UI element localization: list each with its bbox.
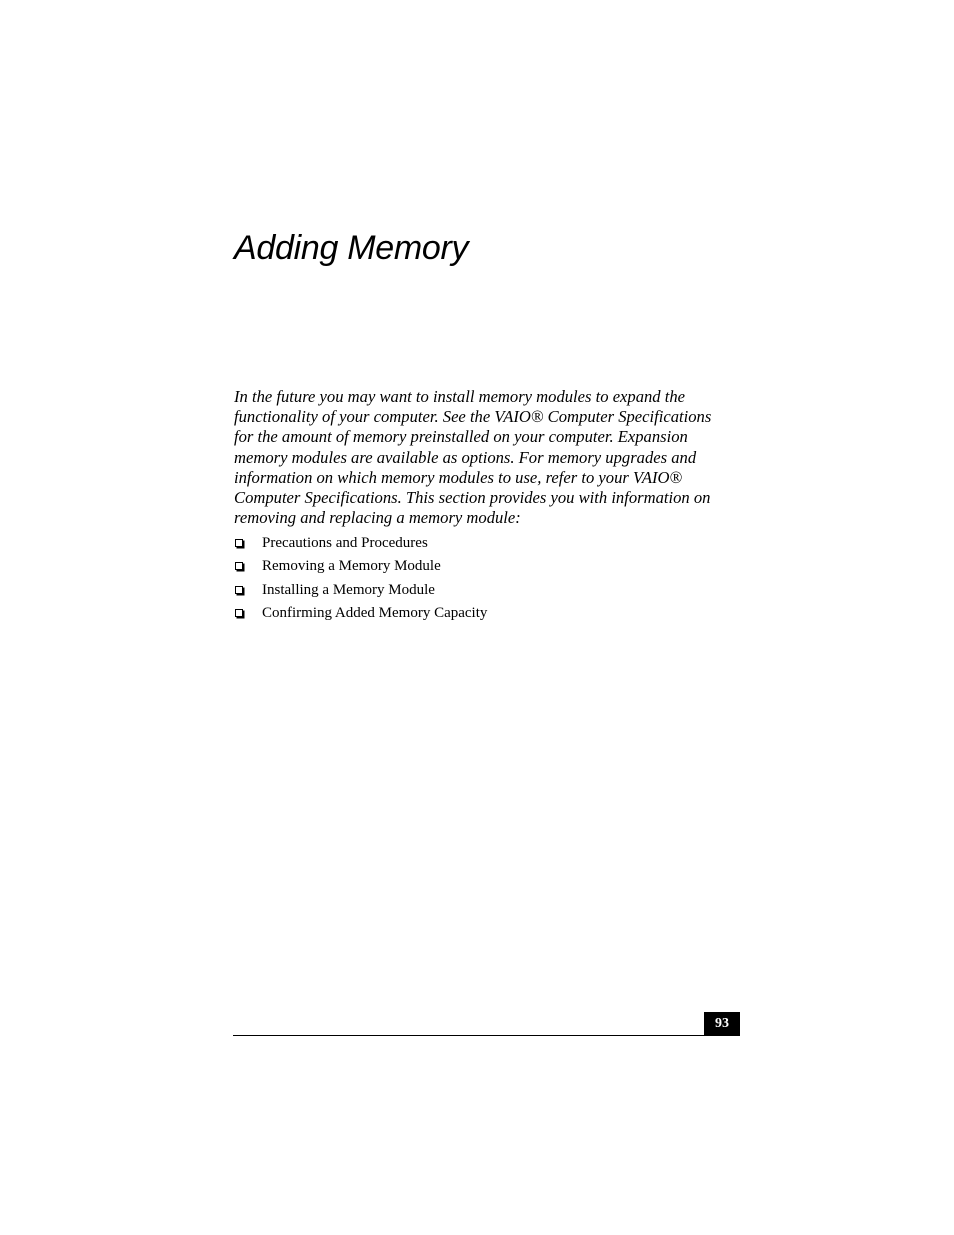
topic-label: Removing a Memory Module [262,558,441,575]
footer-divider [233,1035,740,1036]
checkbox-bullet-icon [235,609,243,617]
page-number: 93 [704,1012,740,1036]
intro-paragraph: In the future you may want to install memory modules to expand the functionality of your computer. See the VAIO® Computer Specifications for the amount of memory preinstalled on your computer. Expansion memory modules are available as options. For memory upgrades and information on which memory modules to use, refer to your VAIO® Computer Specifications. This section provides you with information on removing and replacing a memory module: [234,387,712,528]
topic-label: Precautions and Procedures [262,535,428,551]
checkbox-bullet-icon [235,586,243,594]
topic-label: Confirming Added Memory Capacity [262,604,488,621]
topic-label: Installing a Memory Module [262,581,435,598]
page-title: Adding Memory [234,229,469,267]
checkbox-bullet-icon [235,539,243,547]
checkbox-bullet-icon [235,562,243,570]
